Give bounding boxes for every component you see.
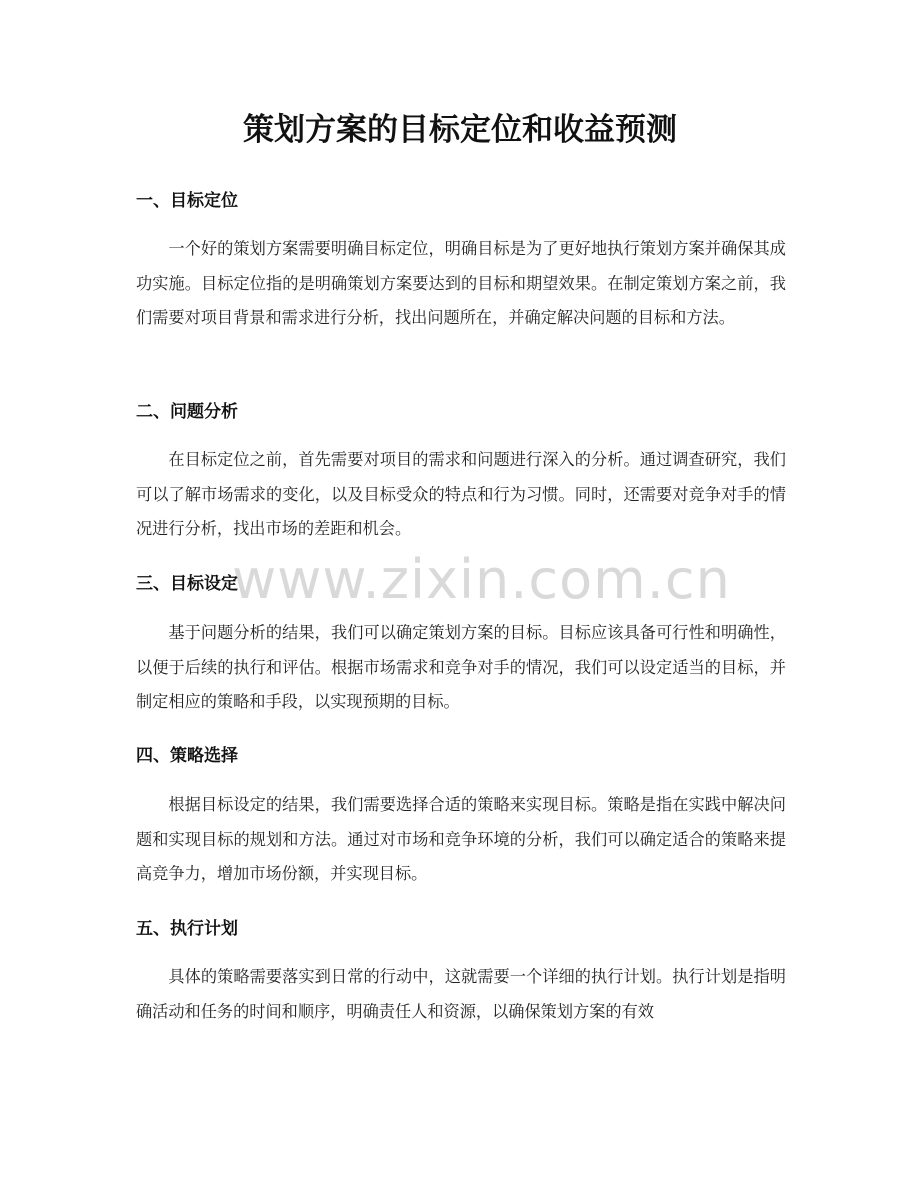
section-body-3: 基于问题分析的结果，我们可以确定策划方案的目标。目标应该具备可行性和明确性，以便于后续的执行和评估。根据市场需求和竞争对手的情况，我们可以设定适当的目标，并制定相应的策略和手段，以实现预期的目标。 [136,623,786,711]
section-heading-1: 一、目标定位 [136,191,238,211]
section-heading-4: 四、策略选择 [136,746,238,766]
section-heading-3: 三、目标设定 [136,574,238,594]
section-body-5: 具体的策略需要落实到日常的行动中，这就需要一个详细的执行计划。执行计划是指明确活动和任务的时间和顺序，明确责任人和资源，以确保策划方案的有效 [136,967,786,1021]
section-body-1: 一个好的策划方案需要明确目标定位，明确目标是为了更好地执行策划方案并确保其成功实施。目标定位指的是明确策划方案要达到的目标和期望效果。在制定策划方案之前，我们需要对项目背景和需求进行分析，找出问题所在，并确定解决问题的目标和方法。 [136,239,786,327]
watermark-text: www.zixin.com.cn [232,548,731,611]
section-heading-5: 五、执行计划 [136,919,238,939]
document-title: 策划方案的目标定位和收益预测 [243,112,677,148]
section-heading-2: 二、问题分析 [136,402,238,422]
section-body-4: 根据目标设定的结果，我们需要选择合适的策略来实现目标。策略是指在实践中解决问题和实现目标的规划和方法。通过对市场和竞争环境的分析，我们可以确定适合的策略来提高竞争力，增加市场份额，并实现目标。 [136,795,786,883]
section-body-2: 在目标定位之前，首先需要对项目的需求和问题进行深入的分析。通过调查研究，我们可以了解市场需求的变化，以及目标受众的特点和行为习惯。同时，还需要对竞争对手的情况进行分析，找出市场的差距和机会。 [136,450,786,538]
